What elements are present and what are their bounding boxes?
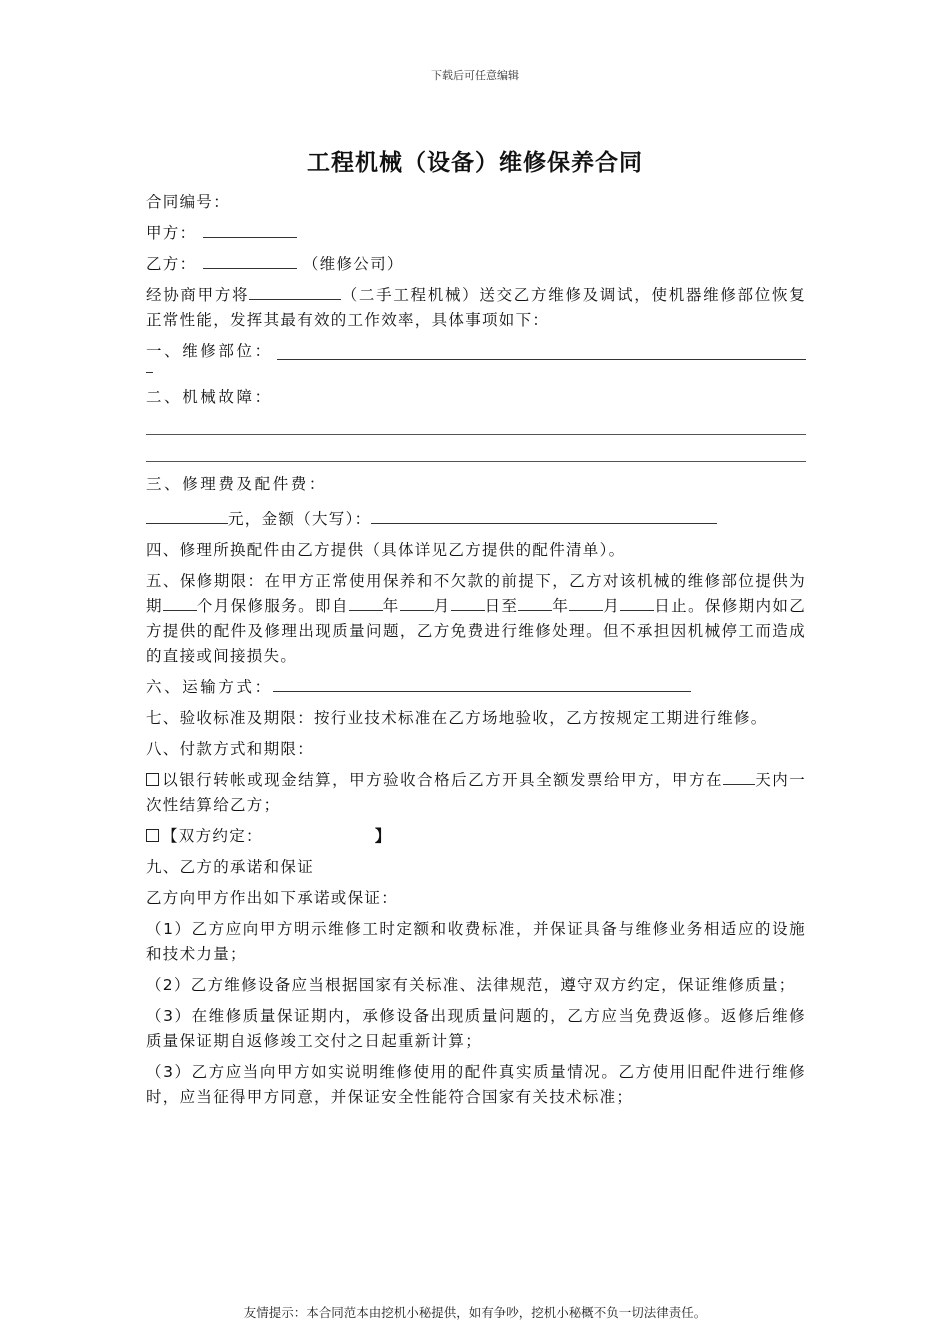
payment-option-1-text-2: 天内一次性结算给乙方；: [146, 771, 806, 814]
party-b-line: [146, 252, 806, 277]
party-b-suffix: （维修公司）: [302, 255, 404, 273]
party-a-label: 甲方：: [146, 224, 197, 242]
intro-text-end: （二手工程机械）送交乙方维修及调试，使机器维修部位恢复正常性能，发挥其最有效的工作效率，具体事项如下：: [146, 286, 806, 329]
party-a-line: [146, 221, 806, 246]
machine-blank[interactable]: [249, 283, 341, 300]
parts-clause: [146, 538, 806, 563]
promise-label: 九、乙方的承诺和保证: [146, 858, 315, 876]
payment-option-1-text-1: 以银行转帐或现金结算，甲方验收合格后乙方开具全额发票给甲方，甲方在: [162, 771, 724, 789]
repair-part-blank[interactable]: [277, 343, 806, 360]
end-month-label: 月: [603, 597, 621, 615]
contract-number-line: [146, 190, 806, 215]
promise-heading: [146, 855, 806, 880]
fee-capital-blank[interactable]: [371, 507, 717, 524]
promise-intro-text: 乙方向甲方作出如下承诺或保证：: [146, 889, 399, 907]
promise-item: [146, 917, 806, 967]
intro-paragraph: [146, 283, 806, 333]
party-b-label: 乙方：: [146, 255, 197, 273]
warranty-text-1: 五、保修期限：在甲方正常使用保养和不欠款的前提下，乙方对该机械的维修部位提供为期: [146, 572, 806, 615]
fault-blank-line-2[interactable]: [146, 443, 806, 462]
promise-item: [146, 1060, 806, 1110]
end-month-blank[interactable]: [569, 594, 603, 611]
warranty-clause: [146, 569, 806, 669]
fault-blank-line-1[interactable]: [146, 416, 806, 435]
payment-days-blank[interactable]: [723, 768, 755, 785]
party-b-blank[interactable]: [203, 252, 297, 269]
warranty-text-end: 日止。保修期内如乙方提供的配件及修理出现质量问题，乙方免费进行维修处理。但不承担因机械停工而造成的直接或间接损失。: [146, 597, 807, 665]
promise-item-3-text: （3）在维修质量保证期内，承修设备出现质量问题的，乙方应当免费返修。返修后维修质量保证期自返修竣工交付之日起重新计算；: [146, 1007, 806, 1050]
payment-option-1-checkbox[interactable]: [146, 773, 159, 786]
payment-option-1: [146, 768, 806, 818]
acceptance-clause: [146, 706, 806, 731]
intro-text-start: 经协商甲方将: [146, 286, 250, 304]
payment-label: 八、付款方式和期限：: [146, 740, 315, 758]
end-year-label: 年: [552, 597, 570, 615]
fee-amount-line: [146, 507, 806, 532]
start-year-blank[interactable]: [349, 594, 383, 611]
repair-part-section: [146, 339, 806, 373]
warranty-months-blank[interactable]: [163, 594, 197, 611]
promise-item: [146, 1004, 806, 1054]
repair-part-blank-continued: [146, 364, 153, 373]
repair-part-label: 一、维修部位：: [146, 342, 273, 360]
acceptance-text: 七、验收标准及期限：按行业技术标准在乙方场地验收，乙方按规定工期进行维修。: [146, 709, 768, 727]
payment-option-2-open: 【双方约定：: [162, 827, 263, 845]
start-month-label: 月: [433, 597, 451, 615]
fault-line: [146, 385, 806, 410]
start-day-blank[interactable]: [451, 594, 485, 611]
payment-option-2: [146, 824, 806, 849]
start-year-label: 年: [382, 597, 400, 615]
payment-option-2-close: 】: [374, 827, 392, 845]
start-day-label: 日至: [484, 597, 519, 615]
header-note: 下载后可任意编辑: [431, 69, 519, 82]
promise-item: [146, 973, 806, 998]
promise-item-1-text: （1）乙方应向甲方明示维修工时定额和收费标准，并保证具备与维修业务相适应的设施和技术力量；: [146, 920, 806, 963]
promise-item-2-text: （2）乙方维修设备应当根据国家有关标准、法律规范，遵守双方约定，保证维修质量；: [146, 976, 796, 994]
promise-item-4-text: （3）乙方应当向甲方如实说明维修使用的配件真实质量情况。乙方使用旧配件进行维修时，应当征得甲方同意，并保证安全性能符合国家有关技术标准；: [146, 1063, 806, 1106]
warranty-text-2: 个月保修服务。即自: [196, 597, 349, 615]
parts-clause-text: 四、修理所换配件由乙方提供（具体详见乙方提供的配件清单）。: [146, 541, 626, 559]
start-month-blank[interactable]: [400, 594, 434, 611]
fee-amount-blank[interactable]: [146, 507, 228, 524]
document-title: 工程机械（设备）维修保养合同: [307, 150, 643, 176]
contract-body: [146, 190, 806, 1116]
end-year-blank[interactable]: [518, 594, 552, 611]
contract-number-label: 合同编号：: [146, 193, 231, 211]
transport-blank[interactable]: [273, 675, 691, 692]
fault-label: 二、机械故障：: [146, 388, 273, 406]
footer-note: 友情提示：本合同范本由挖机小秘提供，如有争吵，挖机小秘概不负一切法律责任。: [243, 1305, 707, 1320]
transport-line: [146, 675, 806, 700]
fee-unit-text: 元，金额（大写）：: [228, 510, 372, 528]
promise-intro: [146, 886, 806, 911]
party-a-blank[interactable]: [203, 221, 297, 238]
payment-line: [146, 737, 806, 762]
fee-line: [146, 472, 806, 497]
payment-option-2-checkbox[interactable]: [146, 829, 159, 842]
transport-label: 六、运输方式：: [146, 678, 273, 696]
end-day-blank[interactable]: [620, 594, 654, 611]
fee-label: 三、修理费及配件费：: [146, 475, 328, 493]
